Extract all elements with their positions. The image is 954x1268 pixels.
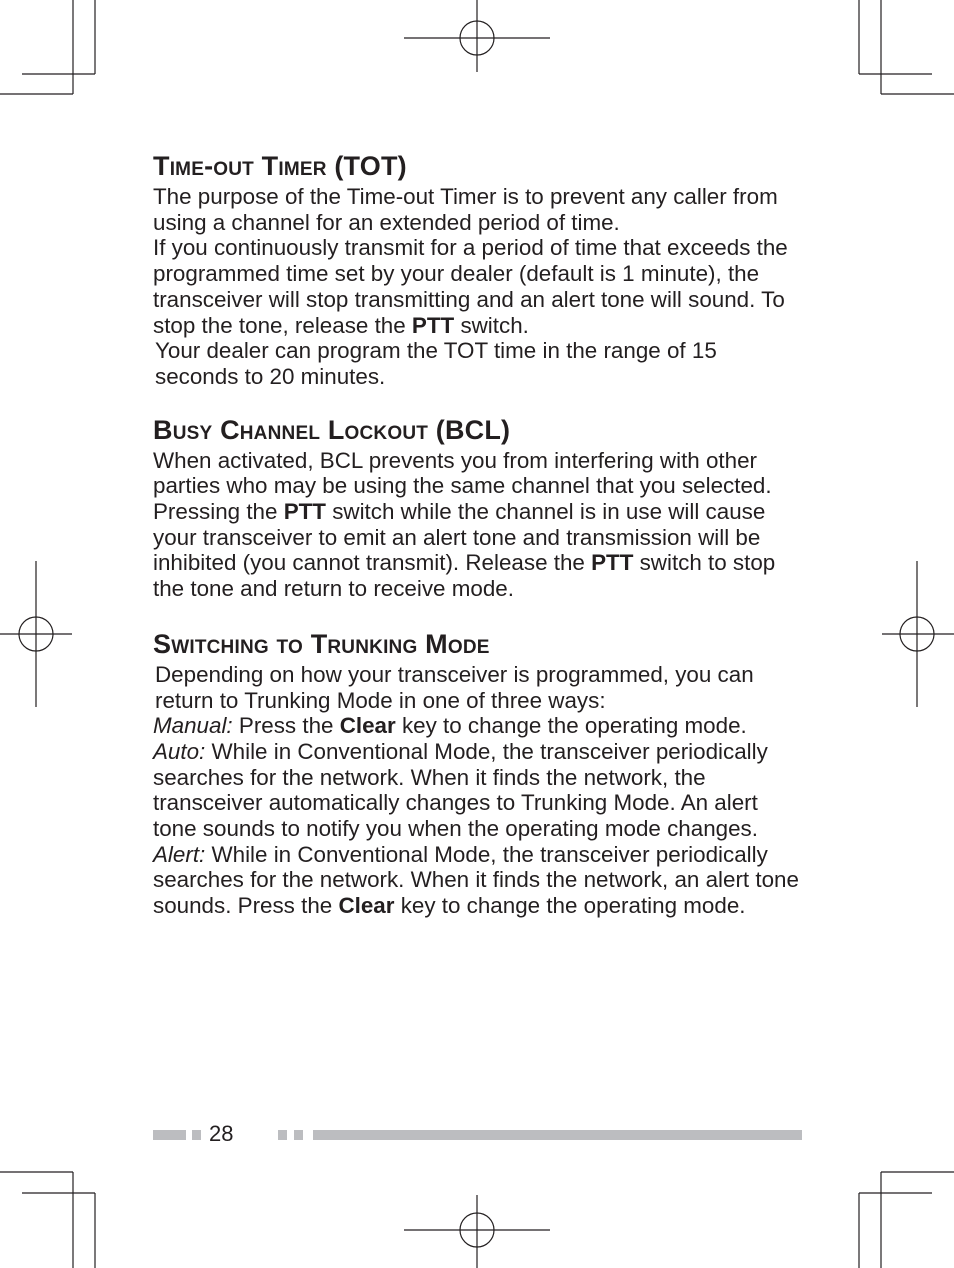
ptt-key-label: PTT xyxy=(411,312,455,338)
ptt-key-label: PTT xyxy=(283,499,326,525)
ptt-key-label: PTT xyxy=(591,550,634,576)
paragraph: Pressing the PTT switch while the channel is in use will cause your transceiver to emit an alert tone and transmission will be inhibited (you cannot transmit). Release the PTT switch to stop the tone and return to receive mode. xyxy=(153,499,776,602)
clear-key-label: Clear xyxy=(339,713,396,739)
section-heading-tot: Time-out Timer (TOT) xyxy=(153,151,407,181)
auto-mode-paragraph: Auto: While in Conventional Mode, the transceiver periodically searches for the network. When it finds the network, the transceiver automatically changes to Trunking Mode. An alert tone sounds to notify you when the operating mode changes. xyxy=(153,738,768,842)
paragraph: The purpose of the Time-out Timer is to prevent any caller from using a channel for an extended period of time. xyxy=(153,184,778,235)
section-heading-trunking: Switching to Trunking Mode xyxy=(153,628,490,659)
page-number: 28 xyxy=(209,1121,234,1146)
manual-mode-paragraph: Manual: Press the Clear key to change the operating mode. xyxy=(153,713,747,739)
paragraph: If you continuously transmit for a period of time that exceeds the programmed time set by your dealer (default is 1 minute), the transceiver will stop transmitting and an alert tone will sound. To stop the tone, release the PTT switch. xyxy=(153,235,788,338)
mode-label: Auto: xyxy=(153,738,206,764)
clear-key-label: Clear xyxy=(338,893,395,919)
manual-page-content xyxy=(153,150,805,919)
mode-label: Alert: xyxy=(153,841,206,867)
paragraph: Depending on how your transceiver is programmed, you can return to Trunking Mode in one of three ways: xyxy=(155,661,754,713)
alert-mode-paragraph: Alert: While in Conventional Mode, the transceiver periodically searches for the network. When it finds the network, an alert tone sounds. Press the Clear key to change the operating mode. xyxy=(153,841,799,919)
footer-bar xyxy=(0,1120,954,1150)
section-heading-bcl: Busy Channel Lockout (BCL) xyxy=(153,414,511,445)
mode-label: Manual: xyxy=(153,713,233,739)
paragraph: Your dealer can program the TOT time in the range of 15 seconds to 20 minutes. xyxy=(155,338,717,389)
paragraph: When activated, BCL prevents you from interfering with other parties who may be using the same channel that you selected. xyxy=(153,447,772,499)
